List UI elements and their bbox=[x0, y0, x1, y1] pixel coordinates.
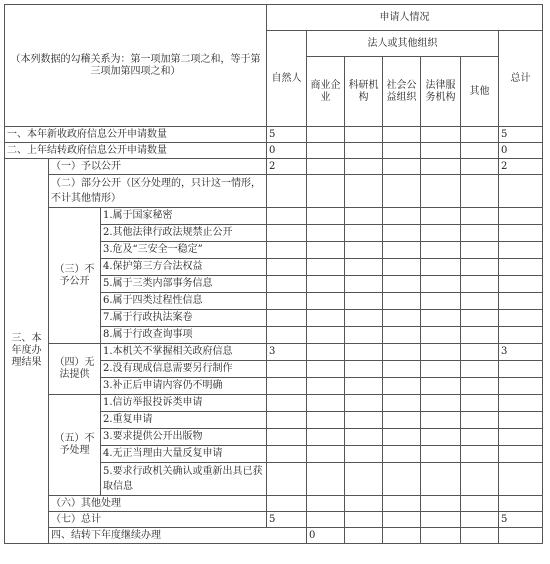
not-open-item: 8.属于行政查询事项 bbox=[101, 327, 267, 344]
not-open-item: 3.危及“三安全一稳定” bbox=[101, 242, 267, 259]
carried-over-label: 二、上年结转政府信息公开申请数量 bbox=[5, 143, 267, 159]
not-process-label: （五）不予处理 bbox=[49, 395, 101, 496]
not-open-item: 4.保护第三方合法权益 bbox=[101, 259, 267, 276]
not-process-item: 3.要求提供公开出版物 bbox=[101, 429, 267, 446]
next-year-label: 四、结转下年度继续办理 bbox=[49, 528, 307, 544]
relation-note: （本列数据的勾稽关系为：第一项加第二项之和，等于第三项加第四项之和） bbox=[5, 5, 267, 127]
table-row bbox=[5, 208, 543, 225]
report-table-wrapper bbox=[4, 4, 543, 544]
unable-natural: 3 bbox=[267, 344, 307, 361]
results-label: 三、本年度办理结果 bbox=[5, 159, 49, 544]
grant-label: （一）予以公开 bbox=[49, 159, 267, 175]
unable-total: 3 bbox=[499, 344, 543, 361]
unable-item: 1.本机关不掌握相关政府信息 bbox=[101, 344, 267, 361]
natural-person-header: 自然人 bbox=[267, 31, 307, 127]
table-row bbox=[5, 395, 543, 412]
grant-total: 2 bbox=[499, 159, 543, 175]
carried-over-total: 0 bbox=[499, 143, 543, 159]
not-process-item: 4.无正当理由大量反复申请 bbox=[101, 446, 267, 463]
table-row bbox=[5, 143, 543, 159]
subtotal-label: （七）总计 bbox=[49, 512, 267, 528]
not-open-item: 1.属于国家秘密 bbox=[101, 208, 267, 225]
not-open-label: （三）不予公开 bbox=[49, 208, 101, 344]
social-header: 社会公益组织 bbox=[383, 57, 421, 127]
table-row bbox=[5, 175, 543, 208]
other-process-label: （六）其他处理 bbox=[49, 496, 267, 512]
table-row bbox=[5, 344, 543, 361]
not-open-item: 6.属于四类过程性信息 bbox=[101, 293, 267, 310]
unable-item: 3.补正后申请内容仍不明确 bbox=[101, 378, 267, 395]
legal-service-header: 法律服务机构 bbox=[421, 57, 461, 127]
table-row bbox=[5, 127, 543, 143]
not-open-item: 5.属于三类内部事务信息 bbox=[101, 276, 267, 293]
grant-natural: 2 bbox=[267, 159, 307, 175]
applicant-status-header: 申请人情况 bbox=[267, 5, 543, 31]
not-open-item: 7.属于行政执法案卷 bbox=[101, 310, 267, 327]
not-process-item: 5.要求行政机关确认或重新出具已获取信息 bbox=[101, 463, 267, 496]
other-header: 其他 bbox=[461, 57, 499, 127]
table-row bbox=[5, 528, 543, 544]
table-row bbox=[5, 159, 543, 175]
disclosure-statistics-table bbox=[4, 4, 543, 544]
table-row bbox=[5, 512, 543, 528]
total-header: 总计 bbox=[499, 31, 543, 127]
not-process-item: 2.重复申请 bbox=[101, 412, 267, 429]
unable-item: 2.没有现成信息需要另行制作 bbox=[101, 361, 267, 378]
subtotal-natural: 5 bbox=[267, 512, 307, 528]
commercial-header: 商业企业 bbox=[307, 57, 345, 127]
not-open-item: 2.其他法律行政法规禁止公开 bbox=[101, 225, 267, 242]
subtotal-total: 5 bbox=[499, 512, 543, 528]
legal-group-header: 法人或其他组织 bbox=[307, 31, 499, 57]
unable-label: （四）无法提供 bbox=[49, 344, 101, 395]
table-row bbox=[5, 496, 543, 512]
new-requests-label: 一、本年新收政府信息公开申请数量 bbox=[5, 127, 267, 143]
not-process-item: 1.信访举报投诉类申请 bbox=[101, 395, 267, 412]
research-header: 科研机构 bbox=[345, 57, 383, 127]
next-year-natural: 0 bbox=[307, 528, 345, 544]
carried-over-natural: 0 bbox=[267, 143, 307, 159]
new-requests-total: 5 bbox=[499, 127, 543, 143]
new-requests-natural: 5 bbox=[267, 127, 307, 143]
partial-label: （二）部分公开（区分处理的，只计这一情形，不计其他情形） bbox=[49, 175, 267, 208]
